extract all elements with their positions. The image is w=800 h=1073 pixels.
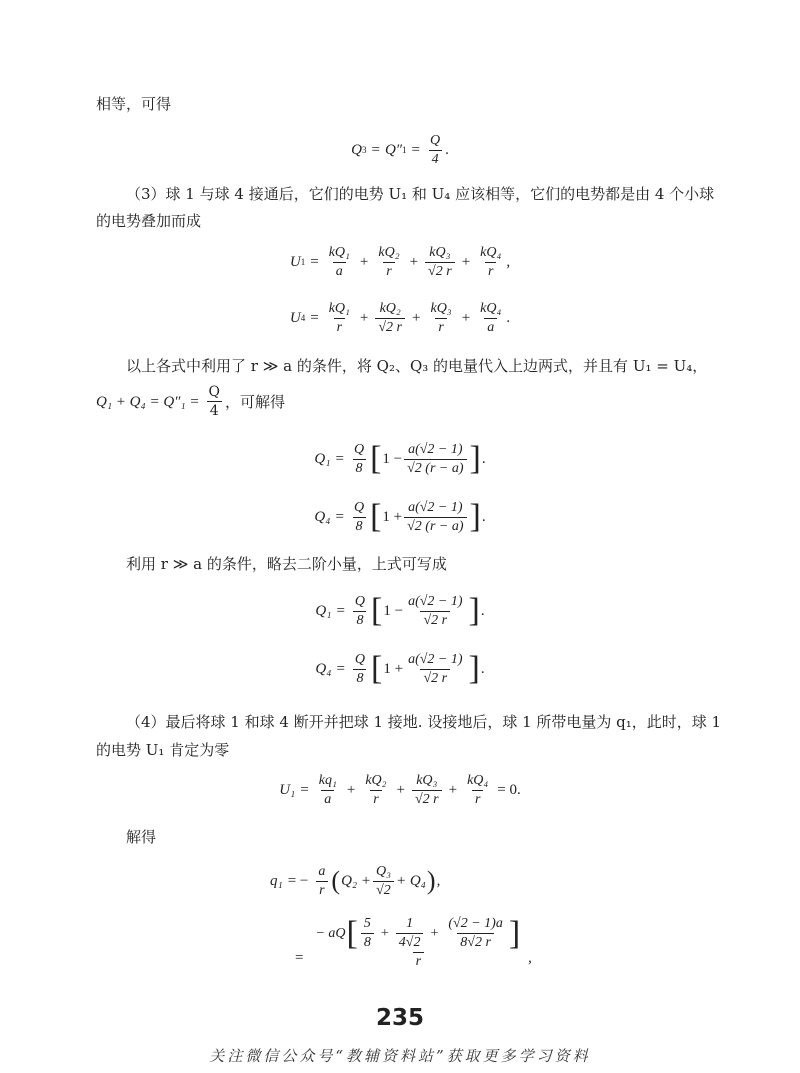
fraction: $\frac{\text{kQ₂}}{r}$ — [378, 244, 400, 279]
text-line: 相等，可得 — [96, 95, 172, 113]
text-line: （4）最后将球 1 和球 4 断开并把球 1 接地. 设接地后，球 1 所带电量为 q₁，此时，球 1 — [126, 713, 722, 731]
equation-q4-approx: Q₄ = $\frac{Q}{8}$ [ 1 + $\frac{a(√2 - 1)}{√2 r}$ ] . — [315, 650, 485, 687]
math-symbol: Q — [351, 141, 362, 158]
math-symbol: Q″ — [384, 141, 403, 158]
fraction: $\frac{Q}{4}$ — [208, 384, 220, 419]
fraction: $\frac{\text{kQ₃}}{√2 r}$ — [425, 245, 455, 280]
equation-u1-zero: U₁ = $\frac{\text{kq₁}}{a}$ + $\frac{\text{kQ₂}}{r}$ + $\frac{\text{kQ₃}}{√2 r}$ + $\frac{\text{kQ₄}}{r}$ = 0. — [279, 772, 521, 807]
math-subscript: 1 — [402, 145, 407, 155]
equation-q4-exact: Q₄ = $\frac{Q}{8}$ [ 1 + $\frac{a(√2 - 1)}{√2 (r - a)}$ ] . — [314, 498, 486, 535]
equation-u1: U 1 = $\frac{\text{kQ₁}}{a}$ + $\frac{\text{kQ₂}}{r}$ + $\frac{\text{kQ₃}}{√2 r}$ + $\frac{\text{kQ₄}}{r}$ , — [289, 244, 511, 279]
text-line: 利用 r ≫ a 的条件，略去二阶小量，上式可写成 — [126, 555, 447, 573]
fraction: $\frac{\text{kQ₄}}{a}$ — [480, 300, 502, 335]
equation-q1-exact: Q₁ = $\frac{Q}{8}$ [ 1 − $\frac{a(√2 - 1)}{√2 (r - a)}$ ] . — [314, 440, 486, 477]
equation-u4: U 4 = $\frac{\text{kQ₁}}{r}$ + $\frac{\text{kQ₂}}{√2 r}$ + $\frac{\text{kQ₃}}{r}$ + $\frac{\text{kQ₄}}{a}$ . — [289, 300, 511, 335]
text-line: （3）球 1 与球 4 接通后，它们的电势 U₁ 和 U₄ 应该相等，它们的电势都是由 4 个小球 — [126, 185, 715, 203]
footer-watermark: 关注微信公众号“教辅资料站”获取更多学习资料 — [209, 1047, 591, 1065]
text-line: 的电势 U₁ 肯定为零 — [96, 741, 230, 759]
fraction: $\frac{\text{kQ₂}}{√2 r}$ — [375, 301, 405, 336]
math-subscript: 3 — [361, 145, 367, 155]
fraction: $\frac{Q}{4}$ — [430, 132, 441, 167]
fraction: $\frac{\text{kQ₁}}{r}$ — [328, 300, 350, 335]
equation-q1-small: q₁ = − $\frac{a}{r}$ ( Q₂ + $\frac{\text{Q₃}}{√2}$ + Q₄ ) , — [270, 863, 441, 898]
text-line-with-fraction: Q₁ + Q₄ = Q″₁ = $\frac{Q}{4}$ ，可解得 — [96, 384, 286, 419]
equation-q3: Q 3 = Q″ 1 = $\frac{Q}{4}$ . — [351, 132, 449, 167]
equation-q1-expanded: = − aQ [ $\frac{5}{8}$ + $\frac{1}{4√2}$ + $\frac{(√2 - 1)a}{8√2 r}$ ] r , — [295, 914, 532, 969]
text-line: 的电势叠加而成 — [96, 212, 202, 230]
text-line: 以上各式中利用了 r ≫ a 的条件，将 Q₂、Q₃ 的电量代入上边两式，并且有 U₁ = U₄， — [126, 357, 708, 375]
fraction: $\frac{\text{kQ₁}}{a}$ — [328, 244, 350, 279]
equation-q1-approx: Q₁ = $\frac{Q}{8}$ [ 1 − $\frac{a(√2 - 1)}{√2 r}$ ] . — [315, 592, 485, 629]
page-number: 235 — [375, 1005, 424, 1031]
math-inline: Q₁ + Q₄ = Q″₁ = — [96, 393, 200, 410]
fraction: $\frac{\text{kQ₄}}{r}$ — [480, 244, 502, 279]
math-punct: . — [445, 141, 449, 158]
fraction: $\frac{\text{kQ₃}}{r}$ — [430, 300, 452, 335]
text-line: 解得 — [126, 828, 157, 846]
